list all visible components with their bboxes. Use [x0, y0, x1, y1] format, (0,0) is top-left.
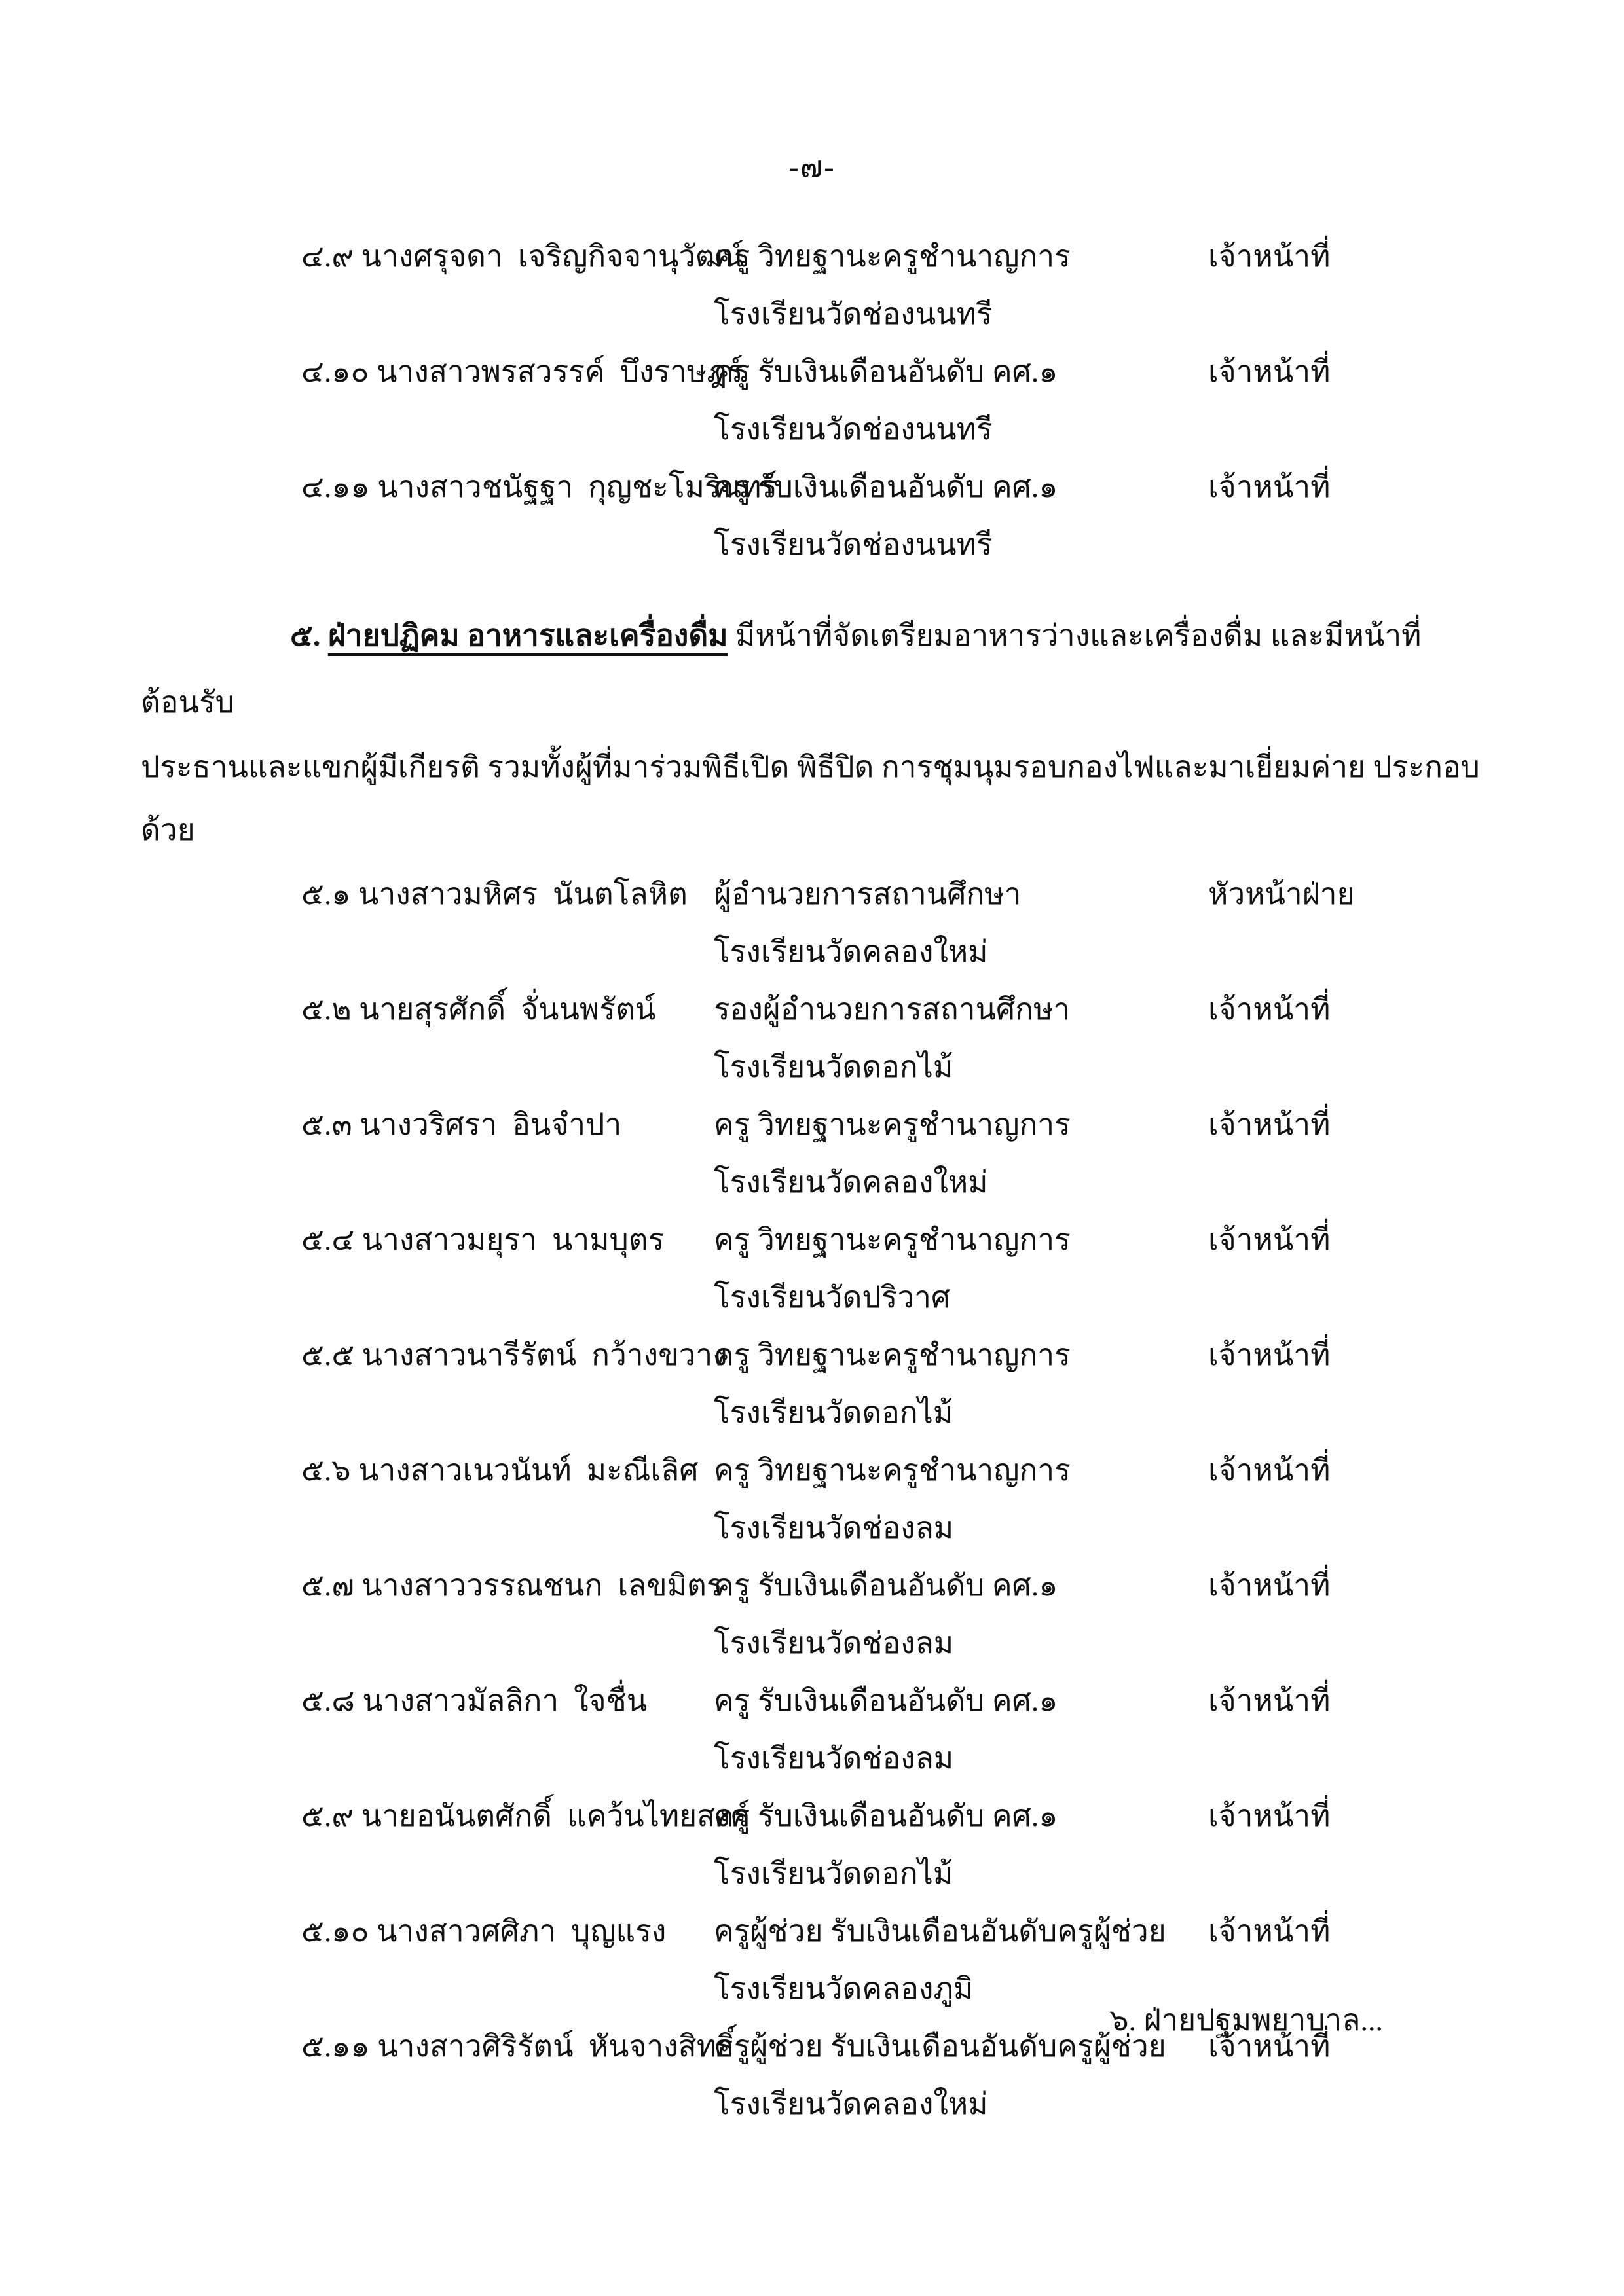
entry-role: เจ้าหน้าที่ — [1208, 240, 1331, 273]
entry-role: เจ้าหน้าที่ — [1208, 993, 1331, 1026]
entry-position: ครู รับเงินเดือนอันดับ คศ.๑ — [714, 1684, 1058, 1717]
entry-number: ๕.๖ — [301, 1453, 351, 1487]
entry-name: นางสาวศิริรัตน์ หันจางสิทธิ์ — [377, 2030, 735, 2063]
entry-role: เจ้าหน้าที่ — [1208, 1223, 1331, 1256]
entry-position: ครู รับเงินเดือนอันดับ คศ.๑ — [714, 470, 1058, 503]
entry-role: เจ้าหน้าที่ — [1208, 1453, 1331, 1487]
entry-position: ครู รับเงินเดือนอันดับ คศ.๑ — [714, 1799, 1058, 1832]
entry-position: ครู วิทยฐานะครูชำนาญการ — [714, 1338, 1071, 1372]
entry-number: ๔.๑๑ — [301, 470, 370, 503]
entry-school: โรงเรียนวัดคลองใหม่ — [714, 935, 988, 968]
roster-entry — [301, 343, 1624, 458]
roster-entry — [301, 1096, 1624, 1211]
roster-entry — [301, 1903, 1624, 2018]
entry-school: โรงเรียนวัดดอกไม้ — [714, 1050, 953, 1084]
entry-school: โรงเรียนวัดปริวาศ — [714, 1281, 951, 1314]
roster-entry — [301, 2018, 1624, 2133]
entry-school: โรงเรียนวัดช่องนนทรี — [714, 528, 993, 561]
entry-number: ๕.๑๑ — [301, 2030, 370, 2063]
entry-number: ๕.๔ — [301, 1223, 355, 1256]
entry-role: เจ้าหน้าที่ — [1208, 1569, 1331, 1602]
entry-name: นางสาวเนวนันท์ มะณีเลิศ — [358, 1453, 699, 1487]
roster-entry — [301, 1787, 1624, 1903]
section5-list — [0, 866, 1624, 2133]
roster-entry — [301, 228, 1624, 343]
entry-number: ๕.๘ — [301, 1684, 355, 1717]
entry-name: นางสาวชนัฐฐา กุญชะโมรินทร์ — [377, 470, 778, 503]
section5-block — [141, 602, 1486, 862]
roster-entry — [301, 1326, 1624, 1442]
entry-role: เจ้าหน้าที่ — [1208, 1914, 1331, 1948]
entry-name: นางสาวมยุรา นามบุตร — [361, 1223, 665, 1256]
entry-name: นางสาววรรณชนก เลขมิตร — [361, 1569, 723, 1602]
entry-number: ๕.๕ — [301, 1338, 355, 1372]
section5-title: ฝ่ายปฏิคม อาหารและเครื่องดื่ม — [327, 619, 728, 652]
entry-position: ครู วิทยฐานะครูชำนาญการ — [714, 1453, 1071, 1487]
continuation-note: ๖. ฝ่ายปฐมพยาบาล... — [1109, 2003, 1383, 2037]
roster-entry — [301, 458, 1624, 574]
entry-school: โรงเรียนวัดดอกไม้ — [714, 1857, 953, 1890]
entry-role: เจ้าหน้าที่ — [1208, 2030, 1331, 2063]
entry-school: โรงเรียนวัดคลองใหม่ — [714, 2087, 988, 2121]
entry-number: ๕.๑ — [301, 877, 351, 911]
roster-entry — [301, 981, 1624, 1096]
entry-name: นางสาวนารีรัตน์ กว้างขวาง — [361, 1338, 728, 1372]
roster-entry — [301, 1211, 1624, 1326]
section5-desc-line2: ประธานและแขกผู้มีเกียรติ รวมทั้งผู้ที่มาร่วมพิธีเปิด พิธีปิด การชุมนุมรอบกองไฟและมาเยี่ยมค่าย ประกอบด้วย — [141, 750, 1480, 847]
entry-school: โรงเรียนวัดคลองภูมิ — [714, 1972, 974, 2005]
page-number: -๗- — [788, 150, 836, 183]
section5-heading-line — [141, 602, 1486, 736]
entry-number: ๕.๗ — [301, 1569, 354, 1602]
entry-position: ครู รับเงินเดือนอันดับ คศ.๑ — [714, 1569, 1058, 1602]
roster-entry — [301, 1442, 1624, 1557]
entry-position: ครู วิทยฐานะครูชำนาญการ — [714, 240, 1071, 273]
roster-entry — [301, 1672, 1624, 1787]
entry-number: ๕.๑๐ — [301, 1914, 369, 1948]
entry-name: นางสาวศศิภา บุญแรง — [377, 1914, 667, 1948]
entry-number: ๔.๙ — [301, 240, 354, 273]
entry-position: ผู้อำนวยการสถานศึกษา — [714, 877, 1022, 911]
roster-entry — [301, 1557, 1624, 1672]
document-content — [0, 228, 1624, 2133]
entry-position: ครู วิทยฐานะครูชำนาญการ — [714, 1223, 1071, 1256]
section4-list — [0, 228, 1624, 574]
entry-school: โรงเรียนวัดช่องนนทรี — [714, 297, 993, 331]
entry-position: ครู วิทยฐานะครูชำนาญการ — [714, 1108, 1071, 1141]
entry-school: โรงเรียนวัดช่องลม — [714, 1741, 954, 1775]
entry-name: นายสุรศักดิ์ จั่นนพรัตน์ — [359, 993, 656, 1026]
entry-role: เจ้าหน้าที่ — [1208, 1108, 1331, 1141]
entry-school: โรงเรียนวัดดอกไม้ — [714, 1396, 953, 1429]
entry-number: ๕.๓ — [301, 1108, 352, 1141]
entry-number: ๔.๑๐ — [301, 355, 369, 388]
section5-desc-line1: มีหน้าที่จัดเตรียมอาหารว่างและเครื่องดื่ม และมีหน้าที่ต้อนรับ — [141, 619, 1422, 719]
entry-name: นางสาวมัลลิกา ใจชื่น — [362, 1684, 648, 1717]
entry-name: นางวริศรา อินจำปา — [360, 1108, 622, 1141]
entry-school: โรงเรียนวัดคลองใหม่ — [714, 1165, 988, 1199]
entry-school: โรงเรียนวัดช่องนนทรี — [714, 412, 993, 446]
entry-name: นายอนันตศักดิ์ แคว้นไทยสงค์ — [361, 1799, 750, 1832]
entry-school: โรงเรียนวัดช่องลม — [714, 1626, 954, 1660]
entry-name: นางสาวมหิศร นันตโลหิต — [358, 877, 688, 911]
entry-role: เจ้าหน้าที่ — [1208, 1799, 1331, 1832]
entry-number: ๕.๙ — [301, 1799, 354, 1832]
entry-position: รองผู้อำนวยการสถานศึกษา — [714, 993, 1071, 1026]
roster-entry — [301, 866, 1624, 981]
entry-position: ครู รับเงินเดือนอันดับ คศ.๑ — [714, 355, 1058, 388]
entry-name: นางสาวพรสวรรค์ บึงราษฎร์ — [377, 355, 743, 388]
entry-role: เจ้าหน้าที่ — [1208, 355, 1331, 388]
section5-number: ๕. — [290, 619, 321, 652]
entry-role: เจ้าหน้าที่ — [1208, 470, 1331, 503]
entry-name: นางศรุจดา เจริญกิจจานุวัฒน์ — [361, 240, 744, 273]
entry-role: เจ้าหน้าที่ — [1208, 1338, 1331, 1372]
entry-position: ครูผู้ช่วย รับเงินเดือนอันดับครูผู้ช่วย — [714, 1914, 1166, 1948]
entry-school: โรงเรียนวัดช่องลม — [714, 1511, 954, 1544]
entry-position: ครูผู้ช่วย รับเงินเดือนอันดับครูผู้ช่วย — [714, 2030, 1166, 2063]
entry-number: ๕.๒ — [301, 993, 352, 1026]
entry-role: เจ้าหน้าที่ — [1208, 1684, 1331, 1717]
entry-role: หัวหน้าฝ่าย — [1208, 877, 1355, 911]
